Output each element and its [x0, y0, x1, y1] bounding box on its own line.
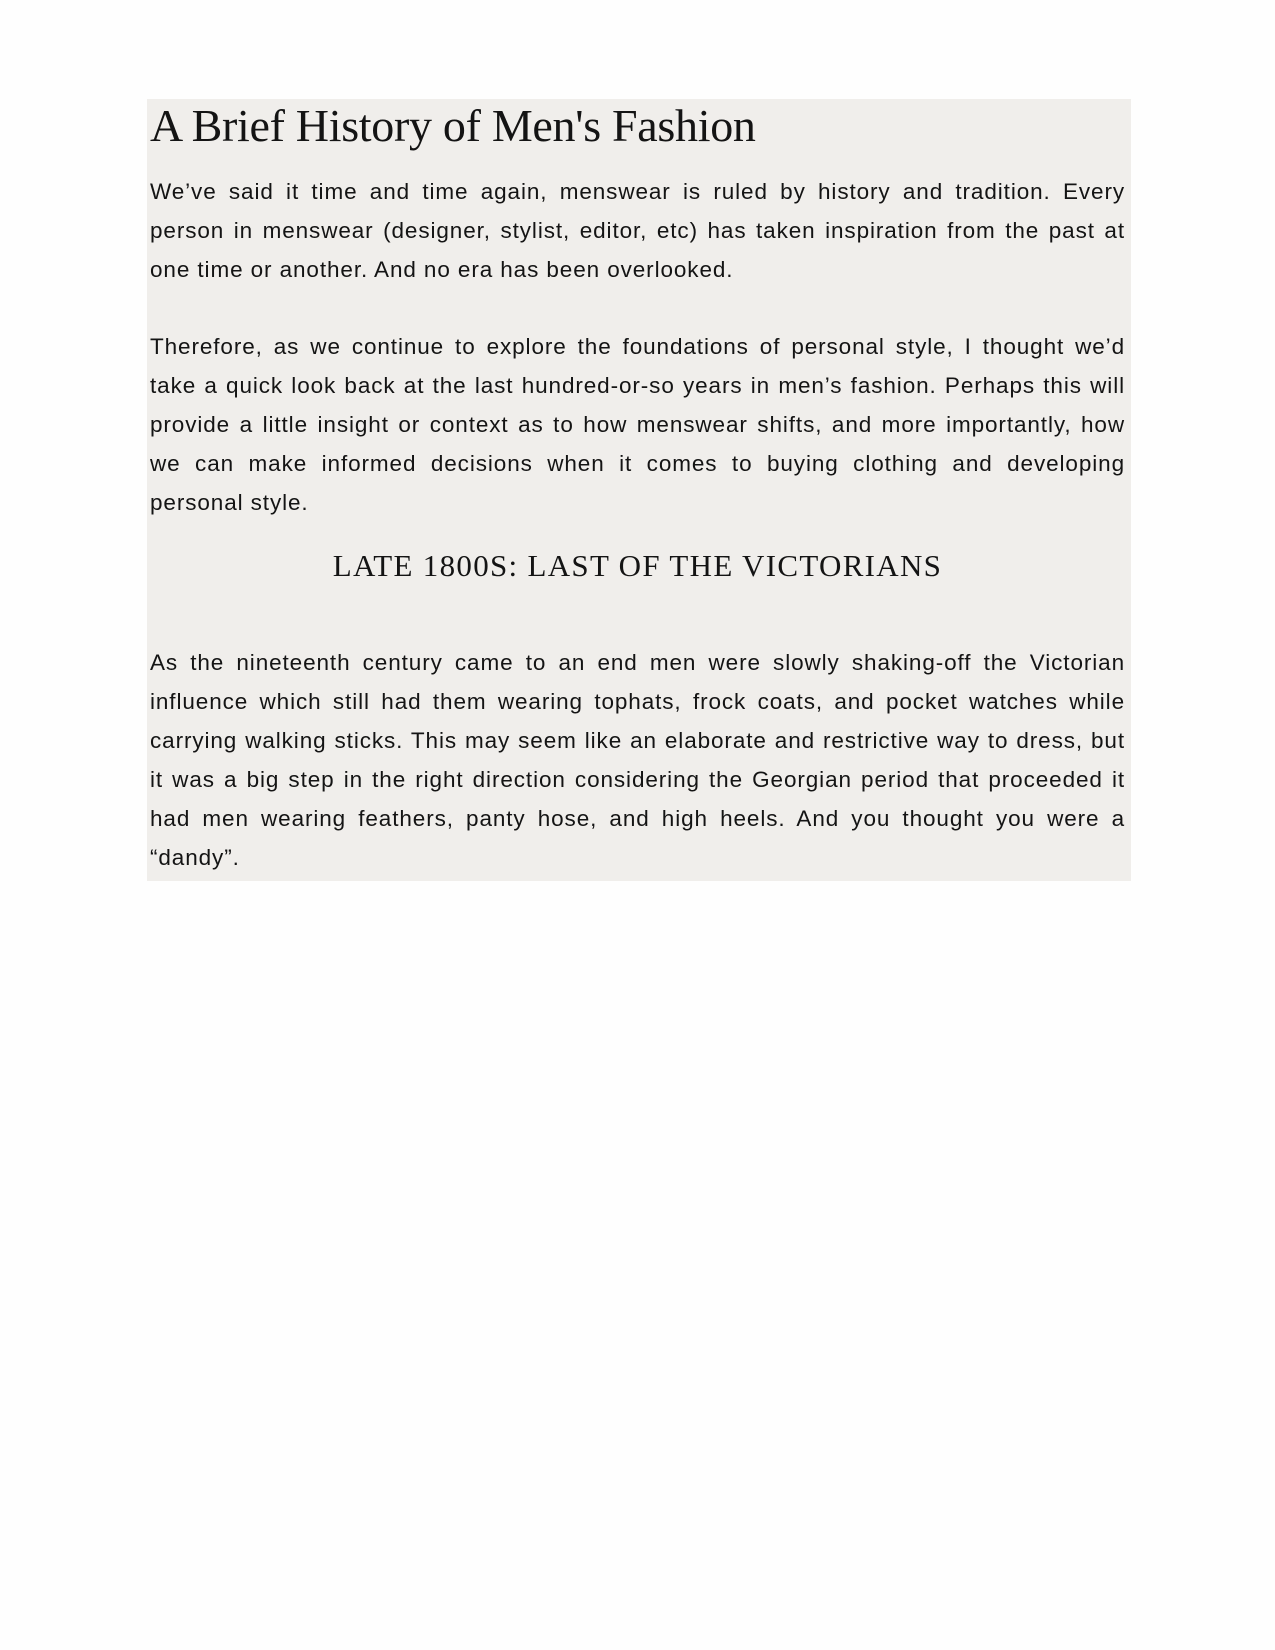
article-block [147, 99, 1131, 881]
context-paragraph: Therefore, as we continue to explore the foundations of personal style, I thought we’d take a quick look back at the last hundred-or-so years in men’s fashion. Perhaps this will provide a little insight or context as to how menswear shifts, and more importantly, how we can make informed decisions when it comes to buying clothing and developing personal style. [150, 334, 1125, 515]
section-heading: LATE 1800S: LAST OF THE VICTORIANS [332, 548, 943, 583]
section-paragraph: As the nineteenth century came to an end men were slowly shaking-off the Victorian influence which still had them wearing tophats, frock coats, and pocket watches while carrying walking sticks. This may seem like an elaborate and restrictive way to dress, but it was a big step in the right direction considering the Georgian period that proceeded it had men wearing feathers, panty hose, and high heels. And you thought you were a “dandy”. [150, 650, 1125, 870]
intro-paragraph: We’ve said it time and time again, menswear is ruled by history and tradition. Every person in menswear (designer, stylist, editor, etc) has taken inspiration from the past at one time or another. And no era has been overlooked. [150, 179, 1125, 282]
article-title: A Brief History of Men's Fashion [150, 100, 756, 151]
